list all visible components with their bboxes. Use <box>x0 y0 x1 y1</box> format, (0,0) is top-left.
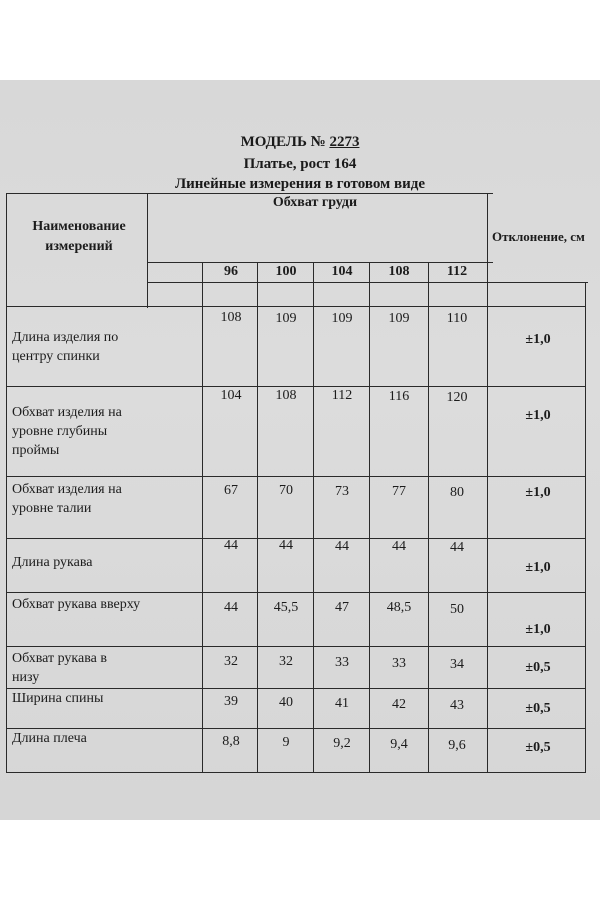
model-number: 2273 <box>329 134 360 150</box>
table-cell: 44 <box>450 540 464 555</box>
table-cell: 109 <box>388 311 410 326</box>
deviation-cell: ±0,5 <box>525 660 551 675</box>
column-header-deviation: Отклонение, см <box>492 229 585 244</box>
row-label: Длина плеча <box>12 731 87 746</box>
table-cell: 44 <box>224 600 238 615</box>
model-label: МОДЕЛЬ № <box>240 134 326 150</box>
table-cell: 116 <box>388 389 410 404</box>
deviation-cell: ±1,0 <box>525 485 551 500</box>
table-cell: 120 <box>446 390 468 405</box>
size-header: 108 <box>388 264 410 279</box>
table-cell: 73 <box>335 484 349 499</box>
table-cell: 34 <box>450 657 464 672</box>
table-cell: 44 <box>392 539 406 554</box>
row-label: Длина изделия по центру спинки <box>12 330 119 364</box>
deviation-cell: ±0,5 <box>525 701 551 716</box>
deviation-cell: ±1,0 <box>525 560 551 575</box>
table-cell: 9 <box>282 735 290 750</box>
table-cell: 8,8 <box>222 734 240 749</box>
table-caption: Линейные измерения в готовом виде <box>174 176 426 192</box>
table-cell: 112 <box>331 388 353 403</box>
table-cell: 108 <box>275 388 297 403</box>
deviation-cell: ±1,0 <box>525 408 551 423</box>
model-title <box>0 134 600 151</box>
table-cell: 44 <box>279 538 293 553</box>
table-cell: 43 <box>450 698 464 713</box>
row-label: Обхват изделия на уровне талии <box>12 482 122 516</box>
row-label: Обхват рукава в низу <box>12 651 107 685</box>
size-header: 96 <box>224 264 238 279</box>
table-cell: 32 <box>224 654 238 669</box>
table-cell: 104 <box>220 388 242 403</box>
table-cell: 40 <box>279 695 293 710</box>
subtitle: Платье, рост 164 <box>243 156 357 172</box>
table-cell: 77 <box>392 484 406 499</box>
size-header: 112 <box>446 264 468 279</box>
row-label: Обхват рукава вверху <box>12 597 141 612</box>
table-cell: 9,2 <box>333 736 351 751</box>
table-cell: 48,5 <box>386 600 412 615</box>
table-cell: 9,4 <box>390 737 408 752</box>
deviation-cell: ±1,0 <box>525 622 551 637</box>
table-cell: 67 <box>224 483 238 498</box>
size-header: 104 <box>331 264 353 279</box>
column-header-chest: Обхват груди <box>272 195 358 210</box>
table-cell: 109 <box>331 311 353 326</box>
table-cell: 47 <box>335 600 349 615</box>
table-cell: 39 <box>224 694 238 709</box>
row-label: Обхват изделия на уровне глубины проймы <box>12 405 122 458</box>
table-cell: 50 <box>450 602 464 617</box>
table-cell: 108 <box>220 310 242 325</box>
row-label: Длина рукава <box>12 555 93 570</box>
table-cell: 110 <box>446 311 468 326</box>
size-header: 100 <box>275 264 297 279</box>
table-cell: 32 <box>279 654 293 669</box>
row-label: Ширина спины <box>12 691 104 706</box>
table-cell: 33 <box>392 656 406 671</box>
table-cell: 33 <box>335 655 349 670</box>
column-header-name: Наименование измерений <box>32 219 126 254</box>
deviation-cell: ±1,0 <box>525 332 551 347</box>
table-cell: 9,6 <box>448 738 466 753</box>
table-cell: 45,5 <box>273 600 299 615</box>
deviation-cell: ±0,5 <box>525 740 551 755</box>
table-cell: 41 <box>335 696 349 711</box>
table-cell: 70 <box>279 483 293 498</box>
table-cell: 44 <box>224 538 238 553</box>
table-cell: 80 <box>450 485 464 500</box>
table-cell: 42 <box>392 697 406 712</box>
table-cell: 44 <box>335 539 349 554</box>
table-cell: 109 <box>275 311 297 326</box>
